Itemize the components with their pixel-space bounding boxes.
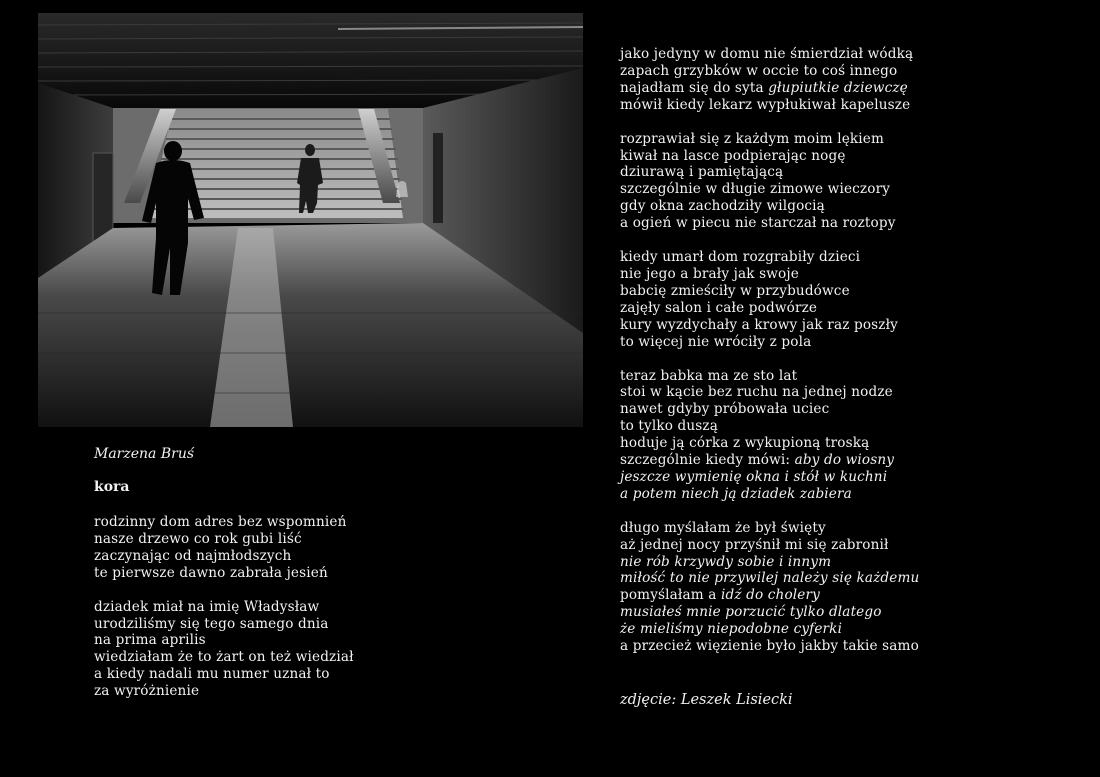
poem-line-italic: miłość to nie przywilej należy się każdemu: [620, 570, 920, 587]
poem-line-text: dziadek miał na imię Władysław: [94, 598, 320, 615]
poem-title: kora: [94, 479, 130, 495]
poem-line-italic: aby do wiosny: [794, 452, 895, 469]
poem-line: [620, 570, 1080, 587]
poem-line: [94, 649, 394, 666]
poem-line: [620, 80, 1080, 97]
poem-line: [94, 616, 394, 633]
poem-line-text: teraz babka ma ze sto lat: [620, 367, 798, 384]
poem-line-italic: musiałeś mnie porzucić tylko dlatego: [620, 604, 882, 621]
poem-line-text: babcię zmieściły w przybudówce: [620, 282, 850, 299]
poem-line: [620, 164, 1080, 181]
poem-left-column: [94, 514, 394, 717]
poem-line-italic: a potem niech ją dziadek zabiera: [620, 485, 852, 502]
poem-line: [620, 334, 1080, 351]
poem-line-italic: idź do cholery: [720, 587, 820, 604]
poem-line: [620, 198, 1080, 215]
poem-line: [620, 452, 1080, 469]
poem-line-text: dziurawą i pamiętającą: [620, 164, 784, 181]
poem-line-text: a ogień w piecu nie starczał na roztopy: [620, 215, 896, 232]
poem-line: [620, 587, 1080, 604]
poem-line: [620, 181, 1080, 198]
poem-line-text: hoduje ją córka z wykupioną troską: [620, 435, 870, 452]
photo-credit: zdjęcie: Leszek Lisiecki: [620, 692, 793, 708]
poem-line-text: pomyślałam a: [620, 587, 721, 604]
poem-line-text: rodzinny dom adres bez wspomnień: [94, 514, 347, 530]
poem-line-text: szczególnie w długie zimowe wieczory: [620, 181, 891, 198]
poem-line-text: urodziliśmy się tego samego dnia: [94, 615, 329, 632]
poem-line: [620, 266, 1080, 283]
poem-line-text: jako jedyny w domu nie śmierdział wódką: [620, 46, 914, 62]
poem-line-text: a kiedy nadali mu numer uznał to: [94, 666, 330, 683]
poem-line: [620, 249, 1080, 266]
poem-line-text: stoi w kącie bez ruchu na jednej nodze: [620, 384, 893, 401]
stanza: [94, 599, 394, 700]
poem-line: [94, 531, 394, 548]
poem-line: [620, 435, 1080, 452]
poem-line-italic: jeszcze wymienię okna i stół w kuchni: [620, 468, 888, 485]
poem-line-text: gdy okna zachodziły wilgocią: [620, 198, 825, 215]
underpass-photo: [38, 13, 583, 427]
poem-line: [94, 683, 394, 700]
poem-line-text: mówił kiedy lekarz wypłukiwał kapelusze: [620, 96, 911, 113]
poem-line: [620, 283, 1080, 300]
poem-line-text: nasze drzewo co rok gubi liść: [94, 530, 302, 547]
poem-line: [620, 537, 1080, 554]
poem-line-text: za wyróżnienie: [94, 683, 200, 700]
poem-line-text: to tylko duszą: [620, 418, 718, 435]
poem-line-text: nie jego a brały jak swoje: [620, 265, 799, 282]
poem-line: [620, 638, 1080, 655]
poem-line: [620, 418, 1080, 435]
poem-line-text: zaczynając od najmłodszych: [94, 547, 292, 564]
poem-line-text: to więcej nie wróciły z pola: [620, 333, 812, 350]
poem-line-text: aż jednej nocy przyśnił mi się zabronił: [620, 536, 889, 553]
stanza: [94, 514, 394, 582]
poem-line-text: wiedziałam że to żart on też wiedział: [94, 649, 354, 666]
stanza: [620, 520, 1080, 655]
poem-author: Marzena Bruś: [94, 446, 195, 462]
poem-line: [620, 215, 1080, 232]
poem-line: [620, 148, 1080, 165]
poem-line-italic: że mieliśmy niepodobne cyferki: [620, 621, 843, 638]
poem-line-text: nawet gdyby próbowała uciec: [620, 401, 830, 418]
poem-line-text: zajęły salon i całe podwórze: [620, 299, 818, 316]
poem-line: [620, 300, 1080, 317]
poem-line-text: szczególnie kiedy mówi:: [620, 452, 795, 469]
stanza: [620, 249, 1080, 350]
poem-line-text: długo myślałam że był święty: [620, 519, 826, 536]
poem-line: [620, 401, 1080, 418]
poem-line-text: najadłam się do syta: [620, 79, 769, 96]
poem-line: [620, 46, 1080, 63]
poem-line: [94, 548, 394, 565]
poem-line: [94, 514, 394, 531]
poem-line-text: kiedy umarł dom rozgrabiły dzieci: [620, 249, 861, 266]
poem-line: [620, 621, 1080, 638]
poem-line: [620, 317, 1080, 334]
poem-line: [94, 632, 394, 649]
stanza: [620, 368, 1080, 503]
poem-line: [620, 520, 1080, 537]
poem-line: [620, 63, 1080, 80]
poem-line-text: a przecież więzienie było jakby takie samo: [620, 638, 919, 655]
poem-line-text: te pierwsze dawno zabrała jesień: [94, 564, 328, 581]
poem-line: [94, 565, 394, 582]
poem-line: [620, 469, 1080, 486]
poem-line-text: kury wyzdychały a krowy jak raz poszły: [620, 316, 898, 333]
poem-line: [620, 554, 1080, 571]
poem-line-italic: głupiutkie dziewczę: [768, 79, 908, 96]
poem-line: [620, 486, 1080, 503]
poem-line: [620, 368, 1080, 385]
poem-line: [94, 666, 394, 683]
poem-line: [620, 97, 1080, 114]
poem-line-text: kiwał na lasce podpierając nogę: [620, 147, 846, 164]
poem-line-text: zapach grzybków w occie to coś innego: [620, 62, 898, 79]
poem-right-column: [620, 46, 1080, 672]
poem-line: [620, 131, 1080, 148]
poem-line: [620, 604, 1080, 621]
stanza: [620, 46, 1080, 114]
poem-line-text: rozprawiał się z każdym moim lękiem: [620, 130, 885, 147]
stanza: [620, 131, 1080, 232]
poem-line: [620, 384, 1080, 401]
poem-line: [94, 599, 394, 616]
poem-line-text: na prima aprilis: [94, 632, 206, 649]
poem-line-italic: nie rób krzywdy sobie i innym: [620, 553, 832, 570]
